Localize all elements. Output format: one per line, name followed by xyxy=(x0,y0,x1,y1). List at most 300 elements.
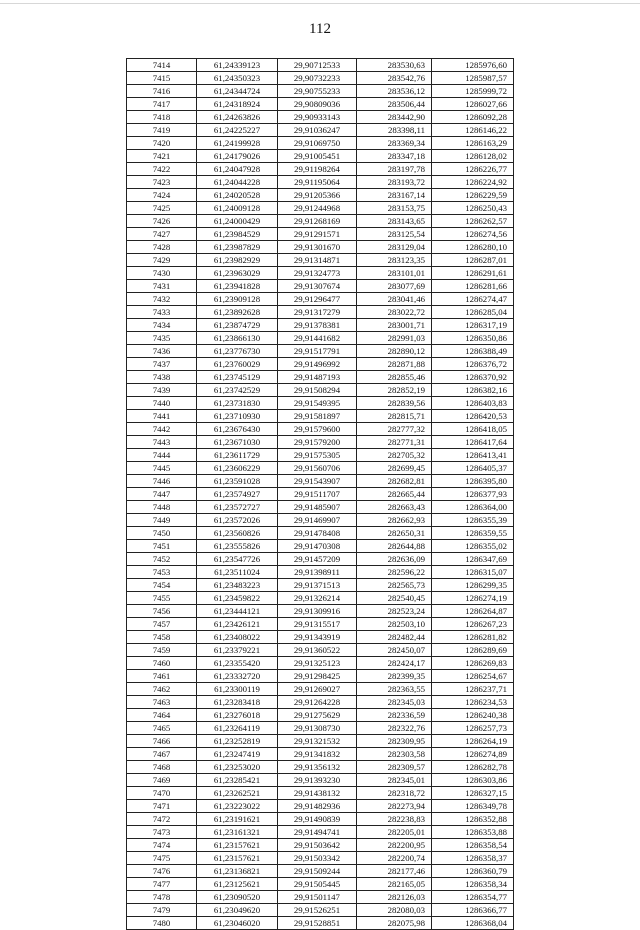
longitude-cell: 29,91494741 xyxy=(278,826,357,839)
longitude-cell: 29,91309916 xyxy=(278,605,357,618)
x-coordinate-cell: 282200,95 xyxy=(357,839,432,852)
table-row xyxy=(127,267,514,280)
longitude-cell: 29,90755233 xyxy=(278,85,357,98)
point-number-cell: 7449 xyxy=(127,514,197,527)
point-number-cell: 7464 xyxy=(127,709,197,722)
longitude-cell: 29,91315517 xyxy=(278,618,357,631)
x-coordinate-cell: 283347,18 xyxy=(357,150,432,163)
latitude-cell: 61,23191621 xyxy=(197,813,278,826)
table-row xyxy=(127,59,514,72)
point-number-cell: 7417 xyxy=(127,98,197,111)
longitude-cell: 29,91036247 xyxy=(278,124,357,137)
y-coordinate-cell: 1286224,92 xyxy=(432,176,514,189)
x-coordinate-cell: 282309,95 xyxy=(357,735,432,748)
y-coordinate-cell: 1286370,92 xyxy=(432,371,514,384)
y-coordinate-cell: 1286355,02 xyxy=(432,540,514,553)
point-number-cell: 7469 xyxy=(127,774,197,787)
y-coordinate-cell: 1286269,83 xyxy=(432,657,514,670)
latitude-cell: 61,23941828 xyxy=(197,280,278,293)
longitude-cell: 29,90732233 xyxy=(278,72,357,85)
y-coordinate-cell: 1286262,57 xyxy=(432,215,514,228)
latitude-cell: 61,24225227 xyxy=(197,124,278,137)
latitude-cell: 61,23874729 xyxy=(197,319,278,332)
x-coordinate-cell: 282636,09 xyxy=(357,553,432,566)
y-coordinate-cell: 1285987,57 xyxy=(432,72,514,85)
y-coordinate-cell: 1286274,47 xyxy=(432,293,514,306)
point-number-cell: 7455 xyxy=(127,592,197,605)
latitude-cell: 61,23090520 xyxy=(197,891,278,904)
latitude-cell: 61,23253020 xyxy=(197,761,278,774)
longitude-cell: 29,91398911 xyxy=(278,566,357,579)
longitude-cell: 29,91505445 xyxy=(278,878,357,891)
table-row xyxy=(127,891,514,904)
x-coordinate-cell: 282363,55 xyxy=(357,683,432,696)
x-coordinate-cell: 282200,74 xyxy=(357,852,432,865)
longitude-cell: 29,91526251 xyxy=(278,904,357,917)
point-number-cell: 7431 xyxy=(127,280,197,293)
longitude-cell: 29,91269027 xyxy=(278,683,357,696)
point-number-cell: 7438 xyxy=(127,371,197,384)
latitude-cell: 61,23300119 xyxy=(197,683,278,696)
longitude-cell: 29,91314871 xyxy=(278,254,357,267)
y-coordinate-cell: 1286285,04 xyxy=(432,306,514,319)
y-coordinate-cell: 1285999,72 xyxy=(432,85,514,98)
x-coordinate-cell: 282665,44 xyxy=(357,488,432,501)
x-coordinate-cell: 282644,88 xyxy=(357,540,432,553)
latitude-cell: 61,23125621 xyxy=(197,878,278,891)
table-row xyxy=(127,748,514,761)
x-coordinate-cell: 282855,46 xyxy=(357,371,432,384)
y-coordinate-cell: 1286403,83 xyxy=(432,397,514,410)
table-row xyxy=(127,761,514,774)
x-coordinate-cell: 283536,12 xyxy=(357,85,432,98)
table-row xyxy=(127,735,514,748)
point-number-cell: 7468 xyxy=(127,761,197,774)
latitude-cell: 61,23591028 xyxy=(197,475,278,488)
y-coordinate-cell: 1286352,88 xyxy=(432,813,514,826)
table-row xyxy=(127,631,514,644)
latitude-cell: 61,23157621 xyxy=(197,852,278,865)
table-row xyxy=(127,319,514,332)
table-row xyxy=(127,241,514,254)
latitude-cell: 61,23223022 xyxy=(197,800,278,813)
point-number-cell: 7430 xyxy=(127,267,197,280)
y-coordinate-cell: 1286376,72 xyxy=(432,358,514,371)
longitude-cell: 29,91487193 xyxy=(278,371,357,384)
table-row xyxy=(127,85,514,98)
y-coordinate-cell: 1286354,77 xyxy=(432,891,514,904)
x-coordinate-cell: 282771,31 xyxy=(357,436,432,449)
x-coordinate-cell: 283153,75 xyxy=(357,202,432,215)
table-row xyxy=(127,826,514,839)
x-coordinate-cell: 283041,46 xyxy=(357,293,432,306)
table-row xyxy=(127,358,514,371)
x-coordinate-cell: 282238,83 xyxy=(357,813,432,826)
latitude-cell: 61,23984529 xyxy=(197,228,278,241)
table-row xyxy=(127,475,514,488)
latitude-cell: 61,23046020 xyxy=(197,917,278,930)
longitude-cell: 29,91501147 xyxy=(278,891,357,904)
table-row xyxy=(127,917,514,930)
point-number-cell: 7421 xyxy=(127,150,197,163)
x-coordinate-cell: 282815,71 xyxy=(357,410,432,423)
latitude-cell: 61,23671030 xyxy=(197,436,278,449)
point-number-cell: 7427 xyxy=(127,228,197,241)
latitude-cell: 61,23262521 xyxy=(197,787,278,800)
x-coordinate-cell: 283369,34 xyxy=(357,137,432,150)
y-coordinate-cell: 1286413,41 xyxy=(432,449,514,462)
longitude-cell: 29,91275629 xyxy=(278,709,357,722)
y-coordinate-cell: 1286368,04 xyxy=(432,917,514,930)
table-row xyxy=(127,566,514,579)
longitude-cell: 29,91205366 xyxy=(278,189,357,202)
point-number-cell: 7459 xyxy=(127,644,197,657)
latitude-cell: 61,23276018 xyxy=(197,709,278,722)
latitude-cell: 61,23157621 xyxy=(197,839,278,852)
table-row xyxy=(127,800,514,813)
x-coordinate-cell: 282650,31 xyxy=(357,527,432,540)
y-coordinate-cell: 1286274,19 xyxy=(432,592,514,605)
table-row xyxy=(127,852,514,865)
latitude-cell: 61,24318924 xyxy=(197,98,278,111)
y-coordinate-cell: 1286417,64 xyxy=(432,436,514,449)
latitude-cell: 61,23247419 xyxy=(197,748,278,761)
longitude-cell: 29,91490839 xyxy=(278,813,357,826)
table-row xyxy=(127,176,514,189)
longitude-cell: 29,91356132 xyxy=(278,761,357,774)
x-coordinate-cell: 282777,32 xyxy=(357,423,432,436)
latitude-cell: 61,23982929 xyxy=(197,254,278,267)
point-number-cell: 7424 xyxy=(127,189,197,202)
point-number-cell: 7416 xyxy=(127,85,197,98)
x-coordinate-cell: 283542,76 xyxy=(357,72,432,85)
point-number-cell: 7472 xyxy=(127,813,197,826)
point-number-cell: 7466 xyxy=(127,735,197,748)
latitude-cell: 61,23379221 xyxy=(197,644,278,657)
x-coordinate-cell: 282318,72 xyxy=(357,787,432,800)
latitude-cell: 61,23742529 xyxy=(197,384,278,397)
x-coordinate-cell: 282540,45 xyxy=(357,592,432,605)
latitude-cell: 61,23676430 xyxy=(197,423,278,436)
point-number-cell: 7474 xyxy=(127,839,197,852)
latitude-cell: 61,24009128 xyxy=(197,202,278,215)
point-number-cell: 7478 xyxy=(127,891,197,904)
x-coordinate-cell: 282663,43 xyxy=(357,501,432,514)
x-coordinate-cell: 282424,17 xyxy=(357,657,432,670)
table-row xyxy=(127,111,514,124)
y-coordinate-cell: 1286163,29 xyxy=(432,137,514,150)
longitude-cell: 29,91482936 xyxy=(278,800,357,813)
table-row xyxy=(127,215,514,228)
longitude-cell: 29,91579600 xyxy=(278,423,357,436)
y-coordinate-cell: 1286358,37 xyxy=(432,852,514,865)
point-number-cell: 7461 xyxy=(127,670,197,683)
point-number-cell: 7440 xyxy=(127,397,197,410)
longitude-cell: 29,91264228 xyxy=(278,696,357,709)
longitude-cell: 29,91198264 xyxy=(278,163,357,176)
table-row xyxy=(127,709,514,722)
table-row xyxy=(127,540,514,553)
longitude-cell: 29,90809036 xyxy=(278,98,357,111)
longitude-cell: 29,91321532 xyxy=(278,735,357,748)
y-coordinate-cell: 1286027,66 xyxy=(432,98,514,111)
point-number-cell: 7451 xyxy=(127,540,197,553)
latitude-cell: 61,23136821 xyxy=(197,865,278,878)
point-number-cell: 7432 xyxy=(127,293,197,306)
latitude-cell: 61,23572727 xyxy=(197,501,278,514)
latitude-cell: 61,23355420 xyxy=(197,657,278,670)
point-number-cell: 7441 xyxy=(127,410,197,423)
point-number-cell: 7425 xyxy=(127,202,197,215)
y-coordinate-cell: 1286299,35 xyxy=(432,579,514,592)
latitude-cell: 61,23264119 xyxy=(197,722,278,735)
table-row xyxy=(127,878,514,891)
table-row xyxy=(127,306,514,319)
x-coordinate-cell: 282565,73 xyxy=(357,579,432,592)
point-number-cell: 7458 xyxy=(127,631,197,644)
longitude-cell: 29,91378381 xyxy=(278,319,357,332)
longitude-cell: 29,91457209 xyxy=(278,553,357,566)
x-coordinate-cell: 282890,12 xyxy=(357,345,432,358)
x-coordinate-cell: 282205,01 xyxy=(357,826,432,839)
longitude-cell: 29,91509244 xyxy=(278,865,357,878)
x-coordinate-cell: 282662,93 xyxy=(357,514,432,527)
point-number-cell: 7414 xyxy=(127,59,197,72)
longitude-cell: 29,91511707 xyxy=(278,488,357,501)
point-number-cell: 7450 xyxy=(127,527,197,540)
latitude-cell: 61,23909128 xyxy=(197,293,278,306)
point-number-cell: 7460 xyxy=(127,657,197,670)
latitude-cell: 61,24263826 xyxy=(197,111,278,124)
table-row xyxy=(127,605,514,618)
longitude-cell: 29,91581897 xyxy=(278,410,357,423)
longitude-cell: 29,91485907 xyxy=(278,501,357,514)
table-row xyxy=(127,488,514,501)
point-number-cell: 7420 xyxy=(127,137,197,150)
y-coordinate-cell: 1286353,88 xyxy=(432,826,514,839)
x-coordinate-cell: 283530,63 xyxy=(357,59,432,72)
point-number-cell: 7479 xyxy=(127,904,197,917)
y-coordinate-cell: 1286377,93 xyxy=(432,488,514,501)
x-coordinate-cell: 282399,35 xyxy=(357,670,432,683)
x-coordinate-cell: 282705,32 xyxy=(357,449,432,462)
y-coordinate-cell: 1286287,01 xyxy=(432,254,514,267)
table-row xyxy=(127,618,514,631)
y-coordinate-cell: 1286418,05 xyxy=(432,423,514,436)
table-row xyxy=(127,280,514,293)
latitude-cell: 61,23408022 xyxy=(197,631,278,644)
x-coordinate-cell: 282991,03 xyxy=(357,332,432,345)
x-coordinate-cell: 282177,46 xyxy=(357,865,432,878)
point-number-cell: 7445 xyxy=(127,462,197,475)
y-coordinate-cell: 1286382,16 xyxy=(432,384,514,397)
table-row xyxy=(127,228,514,241)
table-row xyxy=(127,163,514,176)
table-row xyxy=(127,423,514,436)
point-number-cell: 7480 xyxy=(127,917,197,930)
longitude-cell: 29,91438132 xyxy=(278,787,357,800)
point-number-cell: 7442 xyxy=(127,423,197,436)
latitude-cell: 61,23606229 xyxy=(197,462,278,475)
point-number-cell: 7446 xyxy=(127,475,197,488)
longitude-cell: 29,91575305 xyxy=(278,449,357,462)
latitude-cell: 61,23444121 xyxy=(197,605,278,618)
point-number-cell: 7443 xyxy=(127,436,197,449)
latitude-cell: 61,23987829 xyxy=(197,241,278,254)
x-coordinate-cell: 283197,78 xyxy=(357,163,432,176)
point-number-cell: 7447 xyxy=(127,488,197,501)
table-row xyxy=(127,449,514,462)
point-number-cell: 7457 xyxy=(127,618,197,631)
latitude-cell: 61,23760029 xyxy=(197,358,278,371)
y-coordinate-cell: 1286360,79 xyxy=(432,865,514,878)
x-coordinate-cell: 282165,05 xyxy=(357,878,432,891)
table-row xyxy=(127,774,514,787)
x-coordinate-cell: 282682,81 xyxy=(357,475,432,488)
table-row xyxy=(127,332,514,345)
y-coordinate-cell: 1286349,78 xyxy=(432,800,514,813)
x-coordinate-cell: 282839,56 xyxy=(357,397,432,410)
x-coordinate-cell: 283193,72 xyxy=(357,176,432,189)
table-row xyxy=(127,202,514,215)
longitude-cell: 29,91326214 xyxy=(278,592,357,605)
longitude-cell: 29,91393230 xyxy=(278,774,357,787)
table-row xyxy=(127,124,514,137)
longitude-cell: 29,91360522 xyxy=(278,644,357,657)
table-row xyxy=(127,579,514,592)
latitude-cell: 61,24199928 xyxy=(197,137,278,150)
x-coordinate-cell: 282075,98 xyxy=(357,917,432,930)
table-row xyxy=(127,787,514,800)
point-number-cell: 7454 xyxy=(127,579,197,592)
latitude-cell: 61,23560826 xyxy=(197,527,278,540)
x-coordinate-cell: 283101,01 xyxy=(357,267,432,280)
longitude-cell: 29,91291571 xyxy=(278,228,357,241)
x-coordinate-cell: 282852,19 xyxy=(357,384,432,397)
y-coordinate-cell: 1286291,61 xyxy=(432,267,514,280)
y-coordinate-cell: 1286289,69 xyxy=(432,644,514,657)
x-coordinate-cell: 282345,03 xyxy=(357,696,432,709)
latitude-cell: 61,24344724 xyxy=(197,85,278,98)
table-row xyxy=(127,189,514,202)
point-number-cell: 7444 xyxy=(127,449,197,462)
table-row xyxy=(127,384,514,397)
longitude-cell: 29,91343919 xyxy=(278,631,357,644)
point-number-cell: 7437 xyxy=(127,358,197,371)
y-coordinate-cell: 1286274,56 xyxy=(432,228,514,241)
longitude-cell: 29,91503642 xyxy=(278,839,357,852)
point-number-cell: 7423 xyxy=(127,176,197,189)
y-coordinate-cell: 1286281,66 xyxy=(432,280,514,293)
latitude-cell: 61,23332720 xyxy=(197,670,278,683)
longitude-cell: 29,91244968 xyxy=(278,202,357,215)
longitude-cell: 29,91517791 xyxy=(278,345,357,358)
y-coordinate-cell: 1286350,86 xyxy=(432,332,514,345)
y-coordinate-cell: 1286282,78 xyxy=(432,761,514,774)
longitude-cell: 29,91307674 xyxy=(278,280,357,293)
longitude-cell: 29,91301670 xyxy=(278,241,357,254)
y-coordinate-cell: 1286254,67 xyxy=(432,670,514,683)
table-row xyxy=(127,813,514,826)
table-row xyxy=(127,683,514,696)
longitude-cell: 29,91308730 xyxy=(278,722,357,735)
y-coordinate-cell: 1286395,80 xyxy=(432,475,514,488)
table-row xyxy=(127,865,514,878)
x-coordinate-cell: 283506,44 xyxy=(357,98,432,111)
table-row xyxy=(127,527,514,540)
x-coordinate-cell: 282871,88 xyxy=(357,358,432,371)
latitude-cell: 61,23459822 xyxy=(197,592,278,605)
table-row xyxy=(127,137,514,150)
longitude-cell: 29,91268169 xyxy=(278,215,357,228)
latitude-cell: 61,23710930 xyxy=(197,410,278,423)
x-coordinate-cell: 282345,01 xyxy=(357,774,432,787)
y-coordinate-cell: 1286347,69 xyxy=(432,553,514,566)
point-number-cell: 7467 xyxy=(127,748,197,761)
x-coordinate-cell: 282503,10 xyxy=(357,618,432,631)
latitude-cell: 61,23574927 xyxy=(197,488,278,501)
y-coordinate-cell: 1286092,28 xyxy=(432,111,514,124)
point-number-cell: 7475 xyxy=(127,852,197,865)
y-coordinate-cell: 1286355,39 xyxy=(432,514,514,527)
table-row xyxy=(127,410,514,423)
longitude-cell: 29,91069750 xyxy=(278,137,357,150)
latitude-cell: 61,23611729 xyxy=(197,449,278,462)
latitude-cell: 61,24047928 xyxy=(197,163,278,176)
x-coordinate-cell: 282450,07 xyxy=(357,644,432,657)
x-coordinate-cell: 282309,57 xyxy=(357,761,432,774)
table-row xyxy=(127,150,514,163)
longitude-cell: 29,91478408 xyxy=(278,527,357,540)
latitude-cell: 61,23963029 xyxy=(197,267,278,280)
x-coordinate-cell: 283442,90 xyxy=(357,111,432,124)
latitude-cell: 61,23252819 xyxy=(197,735,278,748)
latitude-cell: 61,23892628 xyxy=(197,306,278,319)
x-coordinate-cell: 283022,72 xyxy=(357,306,432,319)
table-row xyxy=(127,371,514,384)
table-row xyxy=(127,696,514,709)
y-coordinate-cell: 1286257,73 xyxy=(432,722,514,735)
x-coordinate-cell: 283123,35 xyxy=(357,254,432,267)
table-row xyxy=(127,462,514,475)
x-coordinate-cell: 283129,04 xyxy=(357,241,432,254)
table-row xyxy=(127,72,514,85)
latitude-cell: 61,23776730 xyxy=(197,345,278,358)
y-coordinate-cell: 1286303,86 xyxy=(432,774,514,787)
x-coordinate-cell: 282080,03 xyxy=(357,904,432,917)
y-coordinate-cell: 1286264,19 xyxy=(432,735,514,748)
table-row xyxy=(127,345,514,358)
y-coordinate-cell: 1285976,60 xyxy=(432,59,514,72)
point-number-cell: 7429 xyxy=(127,254,197,267)
x-coordinate-cell: 282482,44 xyxy=(357,631,432,644)
point-number-cell: 7426 xyxy=(127,215,197,228)
latitude-cell: 61,23483223 xyxy=(197,579,278,592)
y-coordinate-cell: 1286327,15 xyxy=(432,787,514,800)
latitude-cell: 61,23049620 xyxy=(197,904,278,917)
point-number-cell: 7415 xyxy=(127,72,197,85)
y-coordinate-cell: 1286234,53 xyxy=(432,696,514,709)
point-number-cell: 7428 xyxy=(127,241,197,254)
longitude-cell: 29,91469907 xyxy=(278,514,357,527)
table-row xyxy=(127,904,514,917)
y-coordinate-cell: 1286280,10 xyxy=(432,241,514,254)
point-number-cell: 7462 xyxy=(127,683,197,696)
y-coordinate-cell: 1286358,54 xyxy=(432,839,514,852)
point-number-cell: 7434 xyxy=(127,319,197,332)
point-number-cell: 7471 xyxy=(127,800,197,813)
latitude-cell: 61,23511024 xyxy=(197,566,278,579)
